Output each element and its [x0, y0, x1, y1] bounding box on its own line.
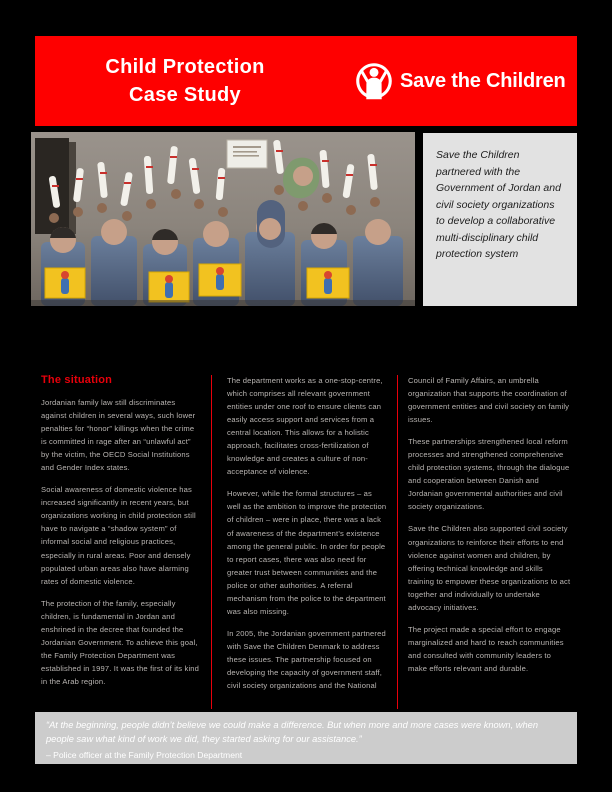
body-column-1 [41, 374, 201, 697]
paragraph: Council of Family Affairs, an umbrella organization that supports the coordination of government entities and civil society on family issues. [408, 376, 570, 425]
brand-logo-text: Save the Children [400, 69, 566, 92]
paragraph: Save the Children also supported civil society organizations to reinforce their efforts to end violence against women and children, by offering technical knowledge and skills training to empower these organizations to act together and individually to undertake advocacy initiatives. [408, 524, 571, 612]
page-title-line-1: Child Protection [105, 55, 265, 78]
section-heading: The situation [41, 374, 113, 386]
quote-text: “At the beginning, people didn’t believe we could make a difference. But when more and more cases were known, when people saw what kind of work we did, they started asking for our assistance.” [46, 720, 538, 745]
save-the-children-logo-icon [353, 60, 395, 102]
column-divider-1 [211, 375, 212, 709]
callout-box [423, 133, 577, 306]
paragraph: The protection of the family, especially children, is fundamental in Jordan and enshrined in the decree that founded the Jordanian Government. To achieve this goal, the Family Protection Department was established in 1997. It was the first of its kind in the Arab region. [41, 598, 200, 686]
paragraph: These partnerships strengthened local reform processes and strengthened comprehensive child protection systems, through the dialogue and cooperation between Danish and Jordanian governmental authorities and civil society organizations. [408, 437, 570, 512]
paragraph: The department works as a one-stop-centre, which comprises all relevant government entities under one roof to ensure clients can easily access support and services from a central location. This allows for a holistic approach, facilitates cross-fertilization of knowledge and creates a culture of non-acceptance of violence. [227, 376, 383, 477]
paragraph: Social awareness of domestic violence has increased significantly in recent years, but organizations working in child protection still have to navigate a “shadow system” of informal social and religious practices, especially in rural areas. Poor and densely populated urban areas also have alarming rates of domestic violence. [41, 485, 196, 586]
body-columns [41, 374, 577, 710]
paragraph: However, while the formal structures – as well as the ambition to improve the protection of children – were in place, there was a lack of awareness of the department’s existence among the general public. In order for people to report cases, there was also need for greater trust between communities and the police or other authorities. A referral mechanism from the police to the department was also missing. [227, 489, 387, 616]
hero-photo [31, 132, 415, 306]
paragraph: The project made a special effort to engage marginalized and hard to reach communities and consulted with community leaders to make efforts relevant and durable. [408, 624, 564, 673]
body-column-3 [408, 374, 571, 684]
quote-attribution: – Police officer at the Family Protection Department [46, 749, 243, 760]
page-title [35, 53, 335, 110]
header-band [35, 36, 577, 126]
column-divider-2 [397, 375, 398, 709]
body-column-2 [227, 374, 387, 701]
page-title-line-2: Case Study [129, 84, 241, 106]
quote-band [35, 712, 577, 764]
paragraph: In 2005, the Jordanian government partnered with Save the Children Denmark to address these issues. The partnership focused on developing the capacity of government staff, civil society organizations and the National [227, 628, 386, 691]
paragraph: Jordanian family law still discriminates against children in several ways, such lower penalties for “honor” killings when the crime is committed in rage after an “unlawful act” by the victim, the OECD Social Institutions and Gender Index states. [41, 398, 196, 473]
brand-logo [353, 60, 566, 102]
callout-text: Save the Children partnered with the Government of Jordan and civil society organizations to develop a collaborative multi-disciplinary child protection system [436, 149, 561, 261]
